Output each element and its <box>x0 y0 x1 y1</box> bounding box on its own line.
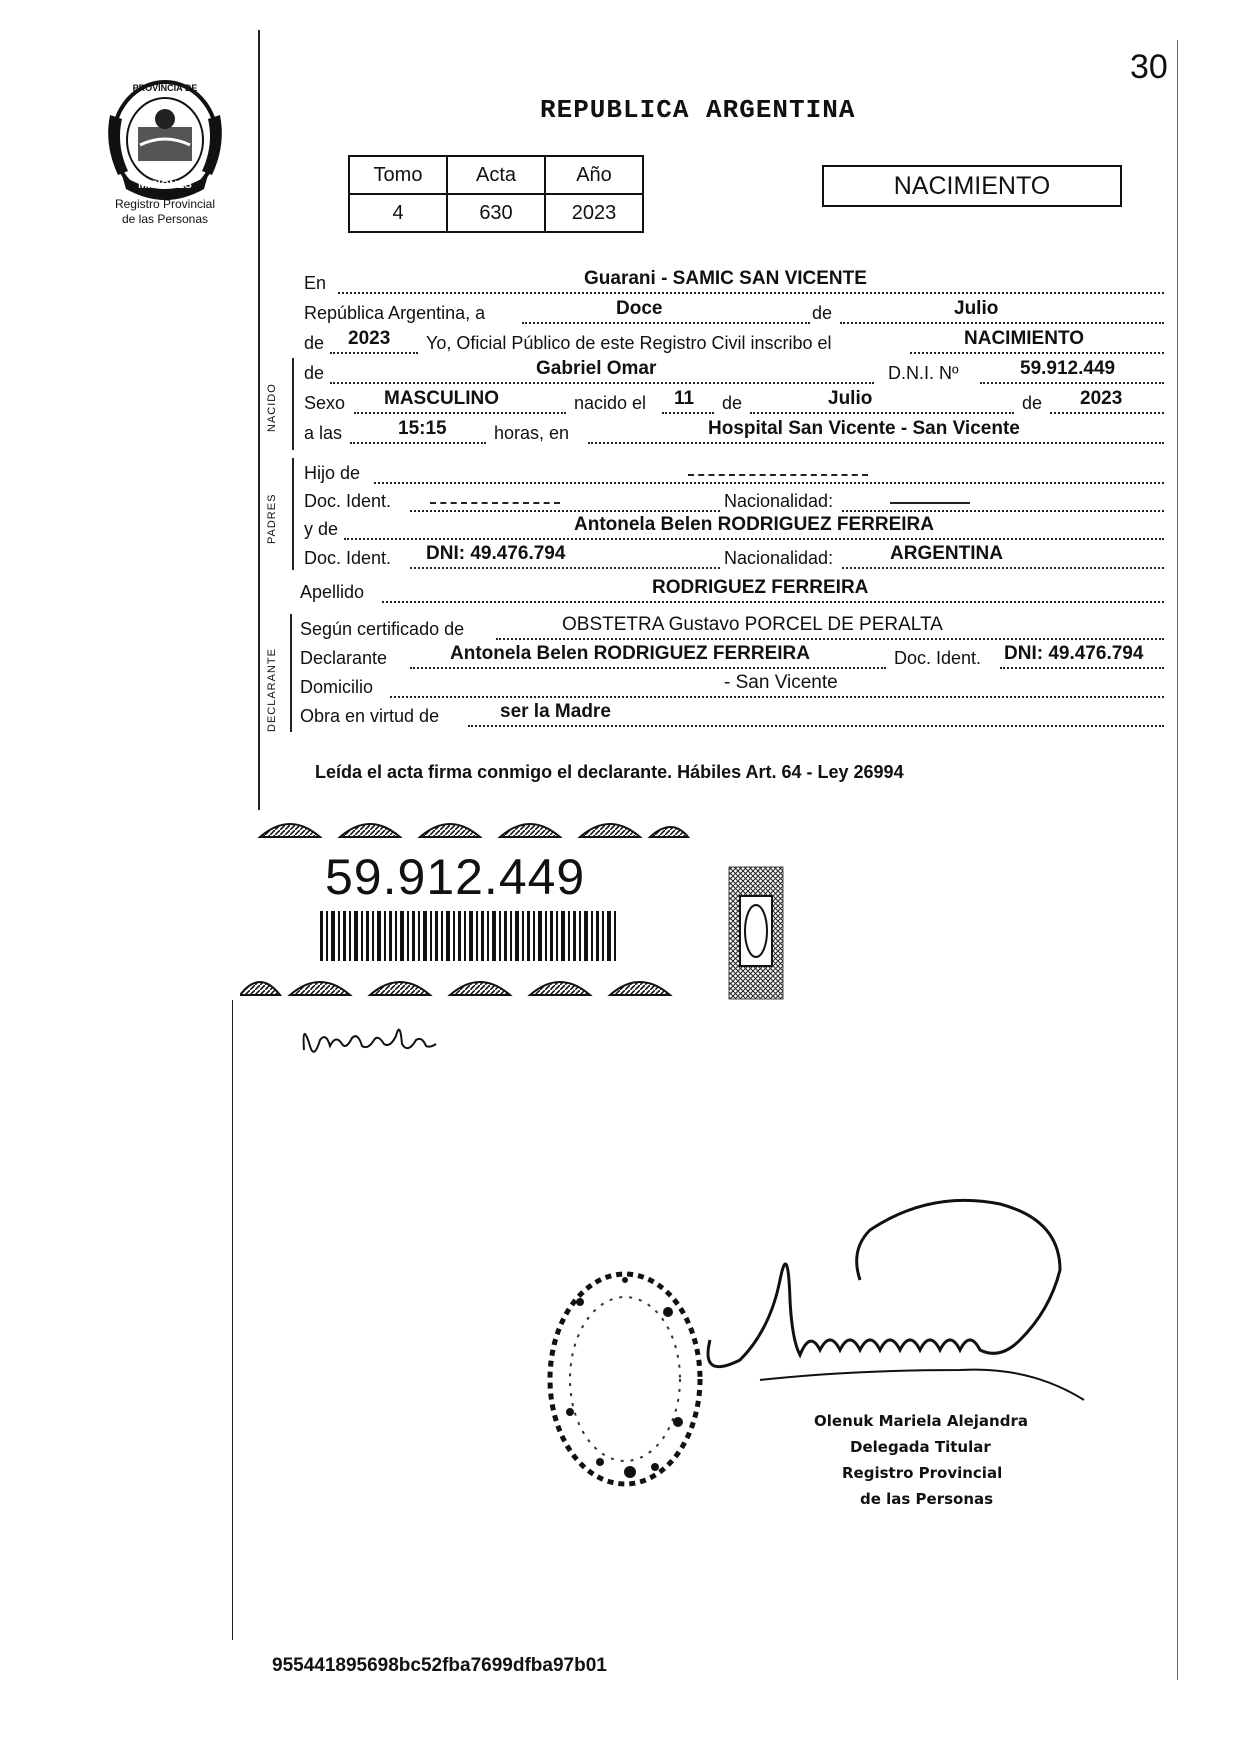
country-title: REPUBLICA ARGENTINA <box>540 95 856 125</box>
field-label: horas, en <box>494 423 570 443</box>
field-value: Hospital San Vicente - San Vicente <box>708 418 1020 439</box>
dotted-line <box>840 318 1164 324</box>
signatory-title: Delegada Titular <box>850 1438 991 1456</box>
dotted-line <box>522 318 810 324</box>
dotted-line <box>374 478 1164 484</box>
field-label: Apellido <box>300 582 365 602</box>
field-value: Antonela Belen RODRIGUEZ FERREIRA <box>574 514 934 535</box>
redacted-mark <box>430 502 560 504</box>
field-row-declarant <box>300 643 1164 671</box>
margin-line <box>232 1000 233 1640</box>
dni-card-number: 59.912.449 <box>325 849 586 905</box>
dotted-line <box>750 408 1014 414</box>
field-row-sex <box>304 388 1164 416</box>
signatory-org: de las Personas <box>860 1490 994 1508</box>
signatory-name: Olenuk Mariela Alejandra <box>814 1412 1028 1430</box>
logo-text: PROVINCIA DE <box>132 83 198 93</box>
field-value: ARGENTINA <box>890 543 1003 564</box>
dotted-line <box>410 506 720 512</box>
redacted-mark <box>890 502 970 504</box>
field-label: Doc. Ident. <box>304 548 392 568</box>
act-type-box: NACIMIENTO <box>822 165 1122 207</box>
field-value: RODRIGUEZ FERREIRA <box>652 577 869 598</box>
field-label: de <box>304 363 325 383</box>
coat-of-arms-logo <box>100 75 230 205</box>
field-label: Doc. Ident. <box>304 491 392 511</box>
document-hash: 955441895698bc52fba7699dfba97b01 <box>272 1655 607 1676</box>
handwritten-signature <box>296 1010 446 1070</box>
hologram-seal <box>728 866 784 1000</box>
field-row-mother <box>304 514 1164 542</box>
dotted-line <box>842 506 1164 512</box>
field-label: nacido el <box>574 393 647 413</box>
field-value: DNI: 49.476.794 <box>1004 643 1144 664</box>
table-header: Tomo <box>349 156 447 194</box>
field-value: 2023 <box>348 328 391 349</box>
field-row-inscription <box>304 328 1164 356</box>
field-label: de <box>1022 393 1043 413</box>
field-value: ser la Madre <box>500 701 611 722</box>
field-label: de <box>722 393 743 413</box>
field-label: a las <box>304 423 343 443</box>
section-label-declarante: DECLARANTE <box>266 648 278 732</box>
page-number: 30 <box>1130 48 1168 86</box>
redacted-mark <box>688 474 868 476</box>
field-value: OBSTETRA Gustavo PORCEL DE PERALTA <box>562 614 943 635</box>
organization-name <box>90 197 240 227</box>
field-value: Antonela Belen RODRIGUEZ FERREIRA <box>450 643 810 664</box>
field-value: NACIMIENTO <box>964 328 1084 349</box>
field-label: En <box>304 273 327 293</box>
field-value: 2023 <box>1080 388 1123 409</box>
field-value: Gabriel Omar <box>536 358 657 379</box>
official-signature <box>700 1190 1160 1450</box>
field-value: 15:15 <box>398 418 447 439</box>
field-label: de <box>812 303 833 323</box>
section-label-padres: PADRES <box>266 493 278 544</box>
organization-line: Registro Provincial <box>114 197 216 211</box>
field-label: Según certificado de <box>300 619 465 639</box>
field-label: Domicilio <box>300 677 374 697</box>
closing-statement: Leída el acta firma conmigo el declarante. Hábiles Art. 64 - Ley 26994 <box>315 762 904 782</box>
section-bracket <box>292 458 294 570</box>
field-label: y de <box>304 519 339 539</box>
field-value: Julio <box>828 388 873 409</box>
field-row-name <box>304 358 1164 386</box>
field-row-by-virtue <box>300 701 1164 729</box>
field-row-time <box>304 418 1164 446</box>
field-value: Guarani - SAMIC SAN VICENTE <box>584 268 867 289</box>
table-cell: 2023 <box>545 194 643 232</box>
field-value: MASCULINO <box>384 388 500 409</box>
field-label: D.N.I. Nº <box>888 363 959 383</box>
field-row-mother-doc <box>304 543 1164 571</box>
dni-security-strip <box>240 815 690 1000</box>
field-value: 59.912.449 <box>1020 358 1116 379</box>
logo-text: MISIONES <box>138 179 192 191</box>
field-label: Yo, Oficial Público de este Registro Civil inscribo el <box>426 333 832 353</box>
organization-line: de las Personas <box>121 212 209 226</box>
field-row-date <box>304 298 1164 326</box>
field-label: Sexo <box>304 393 346 413</box>
field-row-father-doc <box>304 486 1164 514</box>
margin-line <box>1177 40 1178 1680</box>
field-value: Doce <box>616 298 663 319</box>
section-bracket <box>292 358 294 450</box>
table-header: Año <box>545 156 643 194</box>
field-value: - San Vicente <box>724 672 838 693</box>
field-value: Julio <box>954 298 999 319</box>
field-value: DNI: 49.476.794 <box>426 543 566 564</box>
field-row-address <box>300 672 1164 700</box>
field-value: 11 <box>674 388 695 409</box>
official-ink-seal <box>540 1262 710 1497</box>
field-row-certificate <box>300 614 1164 642</box>
table-cell: 630 <box>447 194 545 232</box>
field-label: Obra en virtud de <box>300 706 440 726</box>
table-header: Acta <box>447 156 545 194</box>
section-label-nacido: NACIDO <box>266 383 278 432</box>
field-row-place <box>304 268 1164 296</box>
field-label: de <box>304 333 325 353</box>
field-label: Doc. Ident. <box>894 648 982 668</box>
registry-table <box>348 155 644 233</box>
field-label: República Argentina, a <box>304 303 486 323</box>
field-label: Nacionalidad: <box>724 491 834 511</box>
table-cell: 4 <box>349 194 447 232</box>
margin-line <box>258 30 260 810</box>
field-label: Nacionalidad: <box>724 548 834 568</box>
field-row-surname <box>300 577 1164 605</box>
field-label: Hijo de <box>304 463 361 483</box>
field-label: Declarante <box>300 648 388 668</box>
signatory-org: Registro Provincial <box>842 1464 1003 1482</box>
section-bracket <box>290 614 292 732</box>
field-row-father <box>304 458 1164 486</box>
